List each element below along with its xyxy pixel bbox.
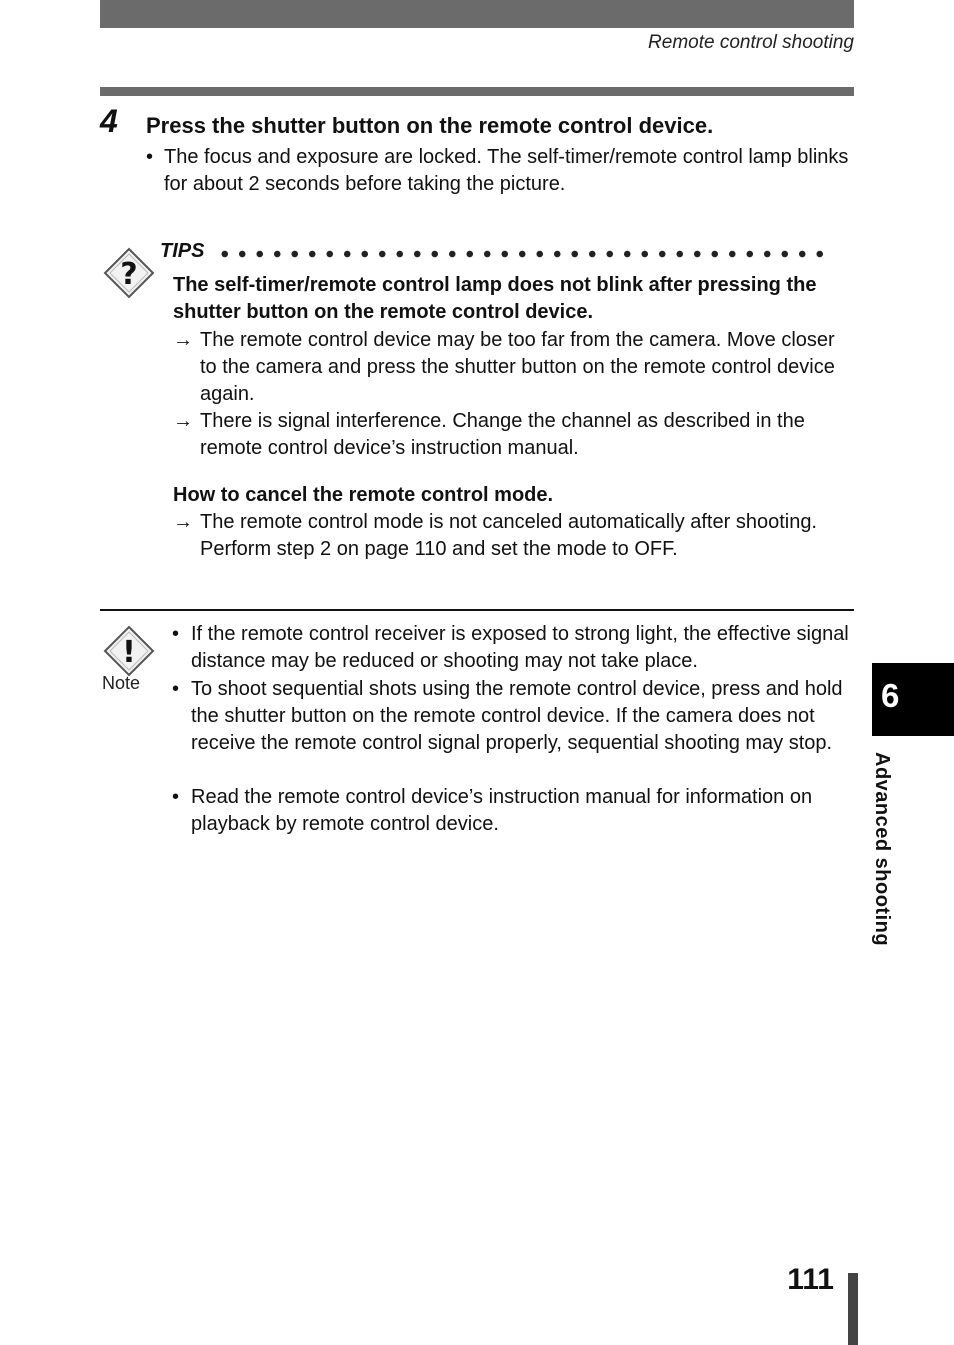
exclamation-icon (102, 624, 156, 678)
page-number: 111 (787, 1263, 834, 1296)
bullet-glyph: • (172, 786, 180, 808)
step-title: Press the shutter button on the remote control device. (146, 113, 714, 138)
svg-text:?: ? (120, 257, 138, 292)
note-label: Note (102, 673, 141, 693)
arrow-glyph: → (173, 410, 193, 432)
bullet-glyph: • (172, 623, 180, 645)
tip-heading: The self-timer/remote control lamp does not blink after pressing the shutter button on the remote control device. (173, 274, 817, 323)
note-item-text: If the remote control receiver is exposed to strong light, the effective signal distance may be reduced or shooting may not take place. (191, 623, 849, 672)
header-bar (100, 0, 854, 28)
tips-label: TIPS (160, 240, 205, 262)
section-title: Remote control shooting (648, 32, 854, 53)
tip-item-text: There is signal interference. Change the channel as described in the remote control device’s instruction manual. (200, 410, 805, 459)
tip-heading: How to cancel the remote control mode. (173, 484, 554, 506)
tip-item (173, 408, 853, 462)
note-rule (100, 609, 854, 611)
step-bullet (146, 144, 858, 198)
question-icon (102, 246, 156, 300)
step-bullet-text: The focus and exposure are locked. The self-timer/remote control lamp blinks for about 2 seconds before taking the picture. (164, 146, 849, 195)
tip-item-text: The remote control mode is not canceled automatically after shooting. Perform step 2 on page 110 and set the mode to OFF. (200, 511, 817, 560)
tip-item-text: The remote control device may be too far from the camera. Move closer to the camera and press the shutter button on the remote control device again. (200, 329, 835, 405)
svg-text:!: ! (122, 635, 136, 670)
tip-item (173, 327, 853, 408)
bullet-glyph: • (146, 146, 154, 168)
step-number: 4 (100, 103, 118, 139)
chapter-tab: 6 (872, 663, 954, 736)
arrow-glyph: → (173, 511, 193, 533)
tip-item (173, 509, 853, 563)
note-item (172, 784, 862, 838)
tips-dotted-rule (216, 249, 828, 259)
arrow-glyph: → (173, 329, 193, 351)
page-number-bar (848, 1273, 858, 1345)
header-rule (100, 87, 854, 96)
note-item-text: Read the remote control device’s instruction manual for information on playback by remote control device. (191, 786, 813, 835)
note-item (172, 621, 862, 675)
chapter-title: Advanced shooting (871, 752, 893, 947)
note-item (172, 676, 862, 757)
note-item-text: To shoot sequential shots using the remote control device, press and hold the shutter button on the remote control device. If the camera does not receive the remote control signal properly, sequential shooting may stop. (191, 678, 843, 754)
bullet-glyph: • (172, 678, 180, 700)
